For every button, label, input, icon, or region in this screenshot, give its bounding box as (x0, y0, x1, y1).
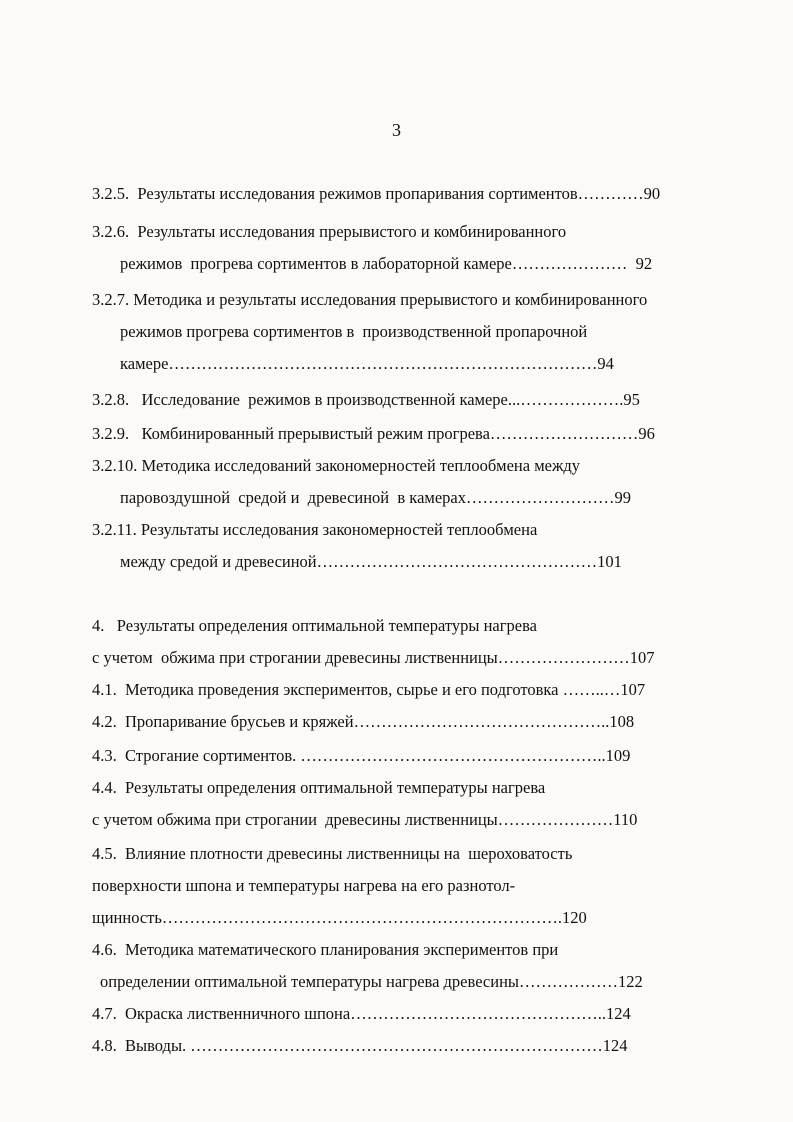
toc-entry-3-2-6-line2: режимов прогрева сортиментов в лабораторной камере………………… 92 (120, 254, 653, 273)
toc-entry-3-2-11-line2: между средой и древесиной……………………………………………101 (120, 552, 622, 571)
toc-entry-4-7: 4.7. Окраска лиственничного шпона………………………………………..124 (92, 1004, 631, 1023)
toc-entry-4-8: 4.8. Выводы. …………………………………………………………………124 (92, 1036, 628, 1055)
toc-entry-3-2-10-line1: 3.2.10. Методика исследований закономерностей теплообмена между (92, 456, 580, 475)
toc-entry-4-line1: 4. Результаты определения оптимальной температуры нагрева (92, 616, 537, 635)
toc-entry-3-2-10-line2: паровоздушной средой и древесиной в камерах………………………99 (120, 488, 631, 507)
toc-entry-3-2-9: 3.2.9. Комбинированный прерывистый режим прогрева………………………96 (92, 424, 655, 443)
toc-entry-4-5-line2: поверхности шпона и температуры нагрева на его разнотол- (92, 876, 516, 895)
toc-entry-3-2-7-line2: режимов прогрева сортиментов в производственной пропарочной (120, 322, 588, 341)
toc-entry-4-3: 4.3. Строгание сортиментов. ………………………………………………..109 (92, 746, 631, 765)
toc-entry-4-5-line3: щинность……………………………………………………………….120 (92, 908, 587, 927)
toc-entry-4-4-line2: с учетом обжима при строгании древесины лиственницы…………………110 (92, 810, 638, 829)
toc-entry-3-2-8: 3.2.8. Исследование режимов в производственной камере...……………….95 (92, 390, 640, 409)
toc-entry-4-4-line1: 4.4. Результаты определения оптимальной температуры нагрева (92, 778, 546, 797)
toc-entry-3-2-5: 3.2.5. Результаты исследования режимов пропаривания сортиментов…………90 (92, 184, 661, 203)
toc-entry-4-6-line1: 4.6. Методика математического планирования экспериментов при (92, 940, 559, 959)
toc-entry-3-2-7-line1: 3.2.7. Методика и результаты исследования прерывистого и комбинированного (92, 290, 648, 309)
toc-entry-4-6-line2: определении оптимальной температуры нагрева древесины………………122 (100, 972, 643, 991)
toc-entry-4-1: 4.1. Методика проведения экспериментов, сырье и его подготовка ……..…107 (92, 680, 646, 699)
toc-entry-4-5-line1: 4.5. Влияние плотности древесины лиственницы на шероховатость (92, 844, 573, 863)
toc-entry-3-2-6-line1: 3.2.6. Результаты исследования прерывистого и комбинированного (92, 222, 567, 241)
toc-entry-3-2-11-line1: 3.2.11. Результаты исследования закономерностей теплообмена (92, 520, 538, 539)
page-number: 3 (392, 120, 401, 140)
toc-entry-4-line2: с учетом обжима при строгании древесины лиственницы……………………107 (92, 648, 655, 667)
toc-entry-3-2-7-line3: камере……………………………………………………………………94 (120, 354, 614, 373)
toc-entry-4-2: 4.2. Пропаривание брусьев и кряжей………………………………………..108 (92, 712, 635, 731)
